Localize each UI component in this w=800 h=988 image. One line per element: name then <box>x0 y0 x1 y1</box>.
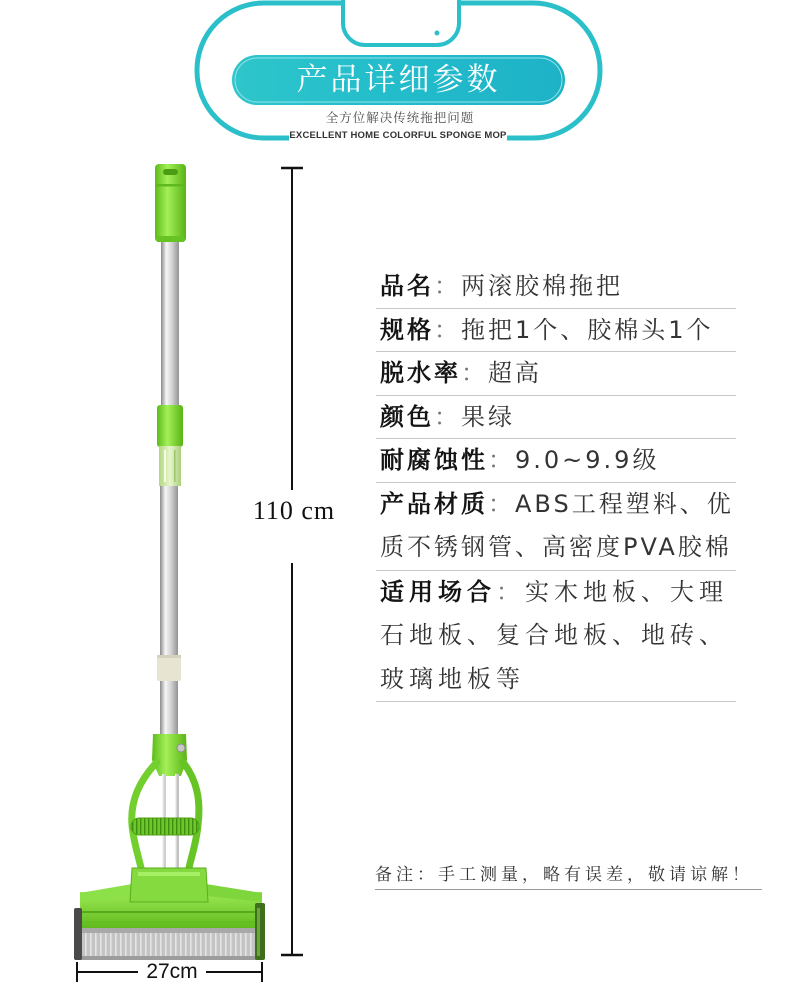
spec-label: 脱水率 <box>380 359 461 387</box>
spec-value: 拖把1个、胶棉头1个 <box>461 315 714 344</box>
mop-spring <box>131 818 199 835</box>
spec-line <box>376 526 736 570</box>
spec-value: 超高 <box>488 359 542 387</box>
mop-image <box>74 164 265 960</box>
spec-value: 两滚胶棉拖把 <box>461 272 623 300</box>
spec-value: 实木地板、大理 <box>525 577 728 606</box>
header-top-tab <box>343 0 459 45</box>
mop-endcap-left <box>74 908 82 960</box>
spec-line <box>376 658 736 702</box>
spec-line <box>376 265 736 308</box>
spec-list <box>376 265 736 702</box>
spec-separator: ： <box>461 359 488 387</box>
mop-handle-grip <box>155 164 186 242</box>
spec-line <box>376 352 736 395</box>
mop-joint-clear <box>159 446 181 486</box>
spec-row-applicable-floors <box>376 571 736 703</box>
spec-separator: ： <box>434 315 461 344</box>
mop-pole-lower <box>160 486 178 736</box>
spec-label: 品名 <box>380 272 434 300</box>
spec-value: 石地板、复合地板、地砖、 <box>380 621 728 649</box>
spec-value: 9.0~9.9级 <box>515 446 660 474</box>
spec-row-material <box>376 483 736 571</box>
height-dimension-line <box>281 168 303 955</box>
spec-separator: ： <box>434 402 461 431</box>
spec-line <box>376 614 736 658</box>
mop-pole-upper <box>161 242 179 406</box>
measurement-note: 备注：手工测量，略有误差，敬请谅解！ <box>375 862 762 890</box>
spec-row-color <box>376 396 736 440</box>
spec-value: ABS工程塑料、优 <box>515 489 734 518</box>
spec-line <box>376 439 736 482</box>
spec-row-product-name <box>376 265 736 309</box>
spec-label: 适用场合 <box>380 577 496 606</box>
spec-row-dehydration <box>376 352 736 396</box>
mop-squeeze-block <box>152 734 187 776</box>
spec-line <box>376 309 736 352</box>
spec-separator: ： <box>488 489 515 518</box>
spec-label: 规格 <box>380 315 434 344</box>
spec-line <box>376 483 736 527</box>
spec-line <box>376 571 736 615</box>
spec-value: 质不锈钢管、高密度PVA胶棉 <box>380 533 732 561</box>
spec-value: 玻璃地板等 <box>380 664 525 693</box>
height-dimension-label: 110 cm <box>244 494 344 528</box>
page-subtitle: 全方位解决传统拖把问题 <box>325 110 475 125</box>
spec-separator: ： <box>434 272 461 300</box>
spec-separator: ： <box>496 577 525 606</box>
spec-label: 耐腐蚀性 <box>380 446 488 474</box>
width-dimension-label: 27cm <box>146 960 198 983</box>
spec-line <box>376 396 736 439</box>
page-tagline: EXCELLENT HOME COLORFUL SPONGE MOP <box>289 130 507 141</box>
page-title: 产品详细参数 <box>296 62 501 98</box>
spec-label: 颜色 <box>380 402 434 431</box>
spec-label: 产品材质 <box>380 489 488 518</box>
spec-separator: ： <box>488 446 515 474</box>
mop-joint-green <box>157 405 183 447</box>
spec-value: 果绿 <box>461 402 515 431</box>
mop-pole-band <box>157 655 181 681</box>
header-tab-dot <box>435 31 440 36</box>
spec-row-specification <box>376 309 736 353</box>
spec-row-corrosion-resistance <box>376 439 736 483</box>
